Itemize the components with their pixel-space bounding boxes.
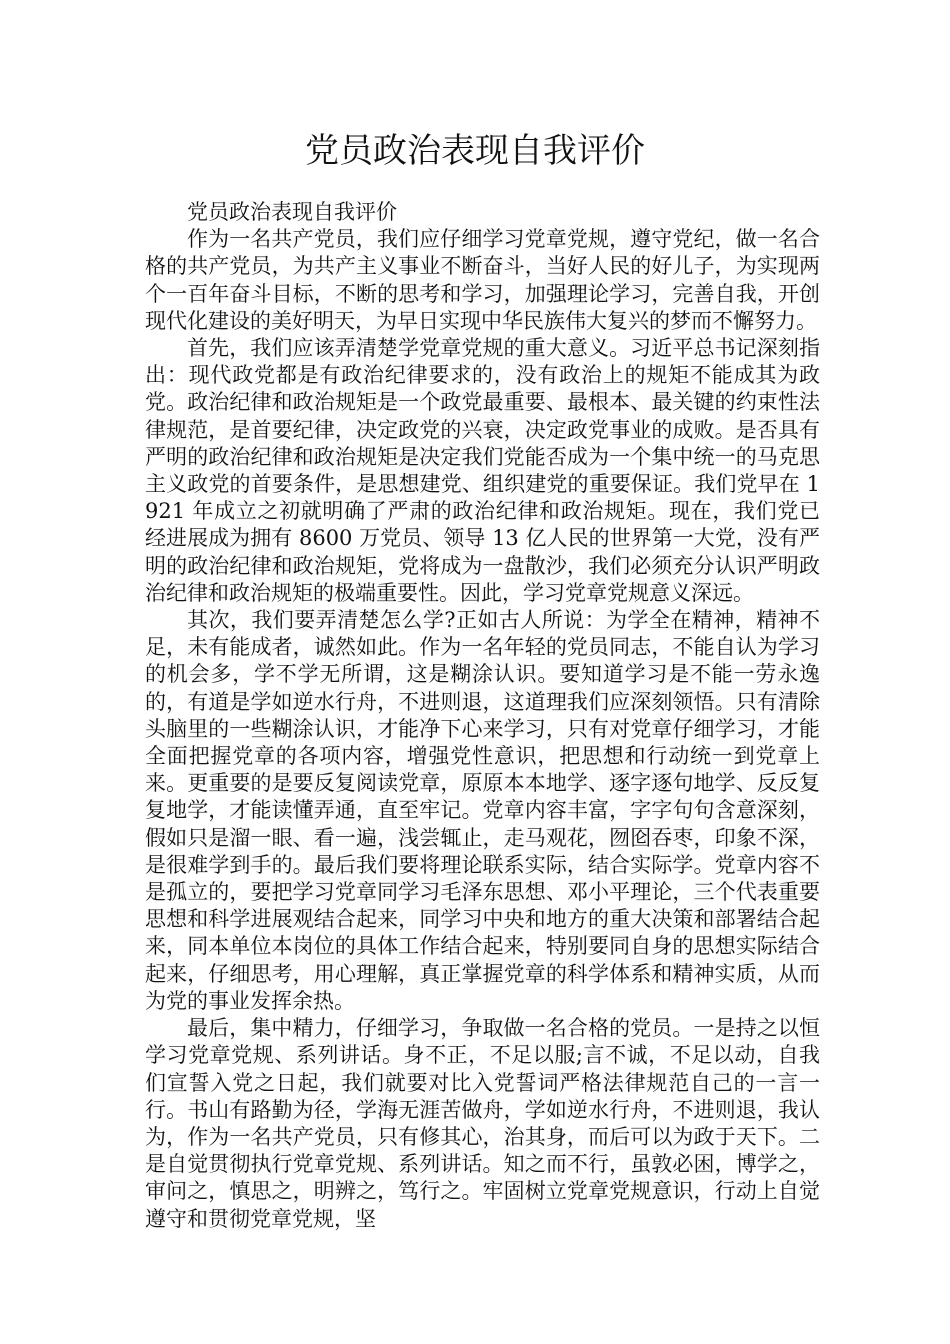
paragraph-first: 首先，我们应该弄清楚学党章党规的重大意义。习近平总书记深刻指出：现代政党都是有政治纪律要求的，没有政治上的规矩不能成其为政党。政治纪律和政治规矩是一个政党最重要、最根本、最关键的约束性法律规范，是首要纪律，决定政党的兴衰，决定政党事业的成败。是否具有严明的政治纪律和政治规矩是决定我们党能否成为一个集中统一的马克思主义政党的首要条件，是思想建党、组织建党的重要保证。我们党早在 1921 年成立之初就明确了严肃的政治纪律和政治规矩。现在，我们党已经进展成为拥有 8600 万党员、领导 13 亿人民的世界第一大党，没有严明的政治纪律和政治规矩，党将成为一盘散沙，我们必须充分认识严明政治纪律和政治规矩的极端重要性。因此，学习党章党规意义深远。: [145, 336, 820, 605]
document-title: 党员政治表现自我评价: [305, 131, 645, 171]
paragraph-second: 其次，我们要弄清楚怎么学?正如古人所说：为学全在精神，精神不足，未有能成者，诚然如此。作为一名年轻的党员同志，不能自认为学习的机会多，学不学无所谓，这是糊涂认识。要知道学习是不能一劳永逸的，有道是学如逆水行舟，不进则退，这道理我们应深刻领悟。只有清除头脑里的一些糊涂认识，才能净下心来学习，只有对党章仔细学习，才能全面把握党章的各项内容，增强党性意识，把思想和行动统一到党章上来。更重要的是要反复阅读党章，原原本本地学、逐字逐句地学、反反复复地学，才能读懂弄通，直至牢记。党章内容丰富，字字句句含意深刻，假如只是溜一眼、看一遍，浅尝辄止，走马观花，囫囵吞枣，印象不深，是很难学到手的。最后我们要将理论联系实际，结合实际学。党章内容不是孤立的，要把学习党章同学习毛泽东思想、邓小平理论，三个代表重要思想和科学进展观结合起来，同学习中央和地方的重大决策和部署结合起来，同本单位本岗位的具体工作结合起来，特别要同自身的思想实际结合起来，仔细思考，用心理解，真正掌握党章的科学体系和精神实质，从而为党的事业发挥余热。: [145, 608, 820, 1013]
paragraph-last: 最后，集中精力，仔细学习，争取做一名合格的党员。一是持之以恒学习党章党规、系列讲话。身不正，不足以服;言不诚，不足以动，自我们宣誓入党之日起，我们就要对比入党誓词严格法律规范自己的一言一行。书山有路勤为径，学海无涯苦做舟，学如逆水行舟，不进则退，我认为，作为一名共产党员，只有修其心，治其身，而后可以为政于天下。二是自觉贯彻执行党章党规、系列讲话。知之而不行，虽敦必困，博学之，审问之，慎思之，明辨之，笃行之。牢固树立党章党规意识，行动上自觉遵守和贯彻党章党规，坚: [145, 1016, 820, 1231]
document-body: [145, 199, 820, 1233]
paragraph-intro: 作为一名共产党员，我们应仔细学习党章党规，遵守党纪，做一名合格的共产党员，为共产主义事业不断奋斗，当好人民的好儿子，为实现两个一百年奋斗目标，不断的思考和学习，加强理论学习，完善自我，开创现代化建设的美好明天，为早日实现中华民族伟大复兴的梦而不懈努力。: [145, 227, 820, 333]
paragraph-subtitle: 党员政治表现自我评价: [187, 200, 397, 224]
